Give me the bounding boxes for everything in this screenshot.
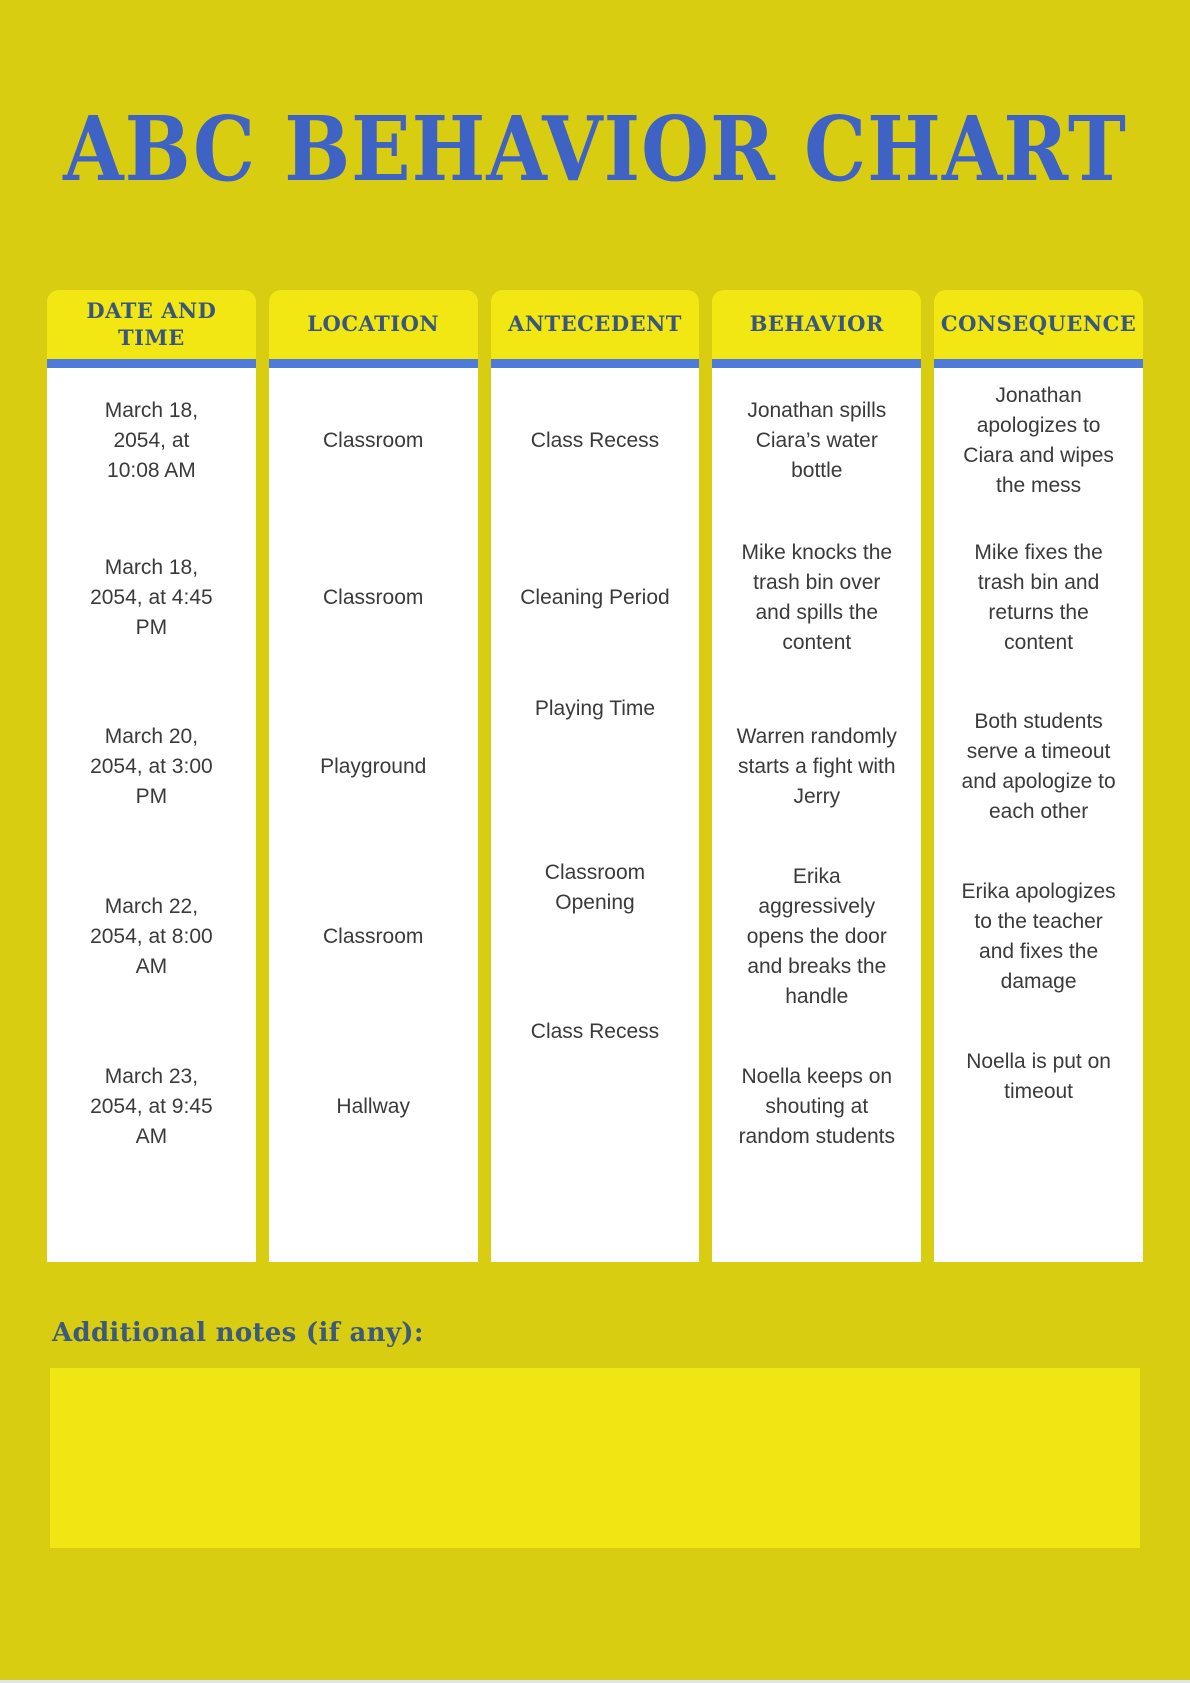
cell-text: Both students serve a timeout and apologize to each other: [961, 710, 1116, 823]
cell-text: Classroom: [323, 925, 424, 949]
table-cell: [47, 852, 256, 1022]
header-underline: [712, 359, 921, 368]
table-cell: [269, 514, 478, 682]
column-consequence: [934, 290, 1143, 1262]
cell-text: March 23, 2054, at 9:45 AM: [90, 1065, 213, 1148]
cell-text: Jonathan spills Ciara’s water bottle: [747, 399, 887, 482]
cell-text: Classroom Opening: [544, 861, 646, 914]
column-header-label: BEHAVIOR: [749, 311, 884, 337]
column-body: [269, 368, 478, 1262]
cell-text: Playing Time: [534, 697, 656, 721]
column-date-time: [47, 290, 256, 1262]
header-underline: [47, 359, 256, 368]
cell-text: Classroom: [323, 429, 424, 453]
table-cell: [47, 368, 256, 514]
cell-text: March 18, 2054, at 10:08 AM: [104, 399, 199, 482]
cell-text: Cleaning Period: [520, 586, 670, 610]
column-body: [491, 368, 700, 1262]
notes-input-box[interactable]: [50, 1368, 1140, 1548]
table-cell: [934, 514, 1143, 682]
table-cell: [269, 368, 478, 514]
column-body: [712, 368, 921, 1262]
table-cell: [712, 1022, 921, 1192]
cell-text: Class Recess: [530, 1020, 660, 1044]
table-cell: [47, 682, 256, 852]
column-header-antecedent: [491, 290, 700, 359]
header-underline: [934, 359, 1143, 368]
cell-text: March 20, 2054, at 3:00 PM: [90, 725, 213, 808]
table-cell: [269, 682, 478, 852]
column-header-label: LOCATION: [307, 311, 440, 337]
table-cell: [269, 1022, 478, 1192]
cell-text: Warren randomly starts a fight with Jerry: [736, 725, 897, 808]
cell-text: Hallway: [336, 1095, 410, 1119]
cell-text: Erika apologizes to the teacher and fixes the damage: [961, 880, 1116, 993]
column-body: [47, 368, 256, 1262]
page-title: ABC BEHAVIOR CHART: [63, 98, 1127, 202]
table-cell: [712, 368, 921, 514]
table-cell: [47, 1022, 256, 1192]
notes-label: Additional notes (if any):: [52, 1318, 424, 1348]
column-header-label: ANTECEDENT: [508, 311, 682, 337]
table-cell: [712, 514, 921, 682]
column-header-behavior: [712, 290, 921, 359]
table-cell: [934, 682, 1143, 852]
column-header-consequence: [934, 290, 1143, 359]
column-header-date-time: [47, 290, 256, 359]
table-cell: [269, 852, 478, 1022]
cell-text: Erika aggressively opens the door and breaks the handle: [746, 865, 887, 1008]
column-body: [934, 368, 1143, 1262]
header-underline: [491, 359, 700, 368]
table-cell: [491, 947, 700, 1117]
table-cell: [712, 852, 921, 1022]
cell-text: Noella is put on timeout: [966, 1050, 1111, 1103]
cell-text: Playground: [320, 755, 427, 779]
table-cell: [934, 368, 1143, 514]
table-cell: [47, 514, 256, 682]
cell-text: March 22, 2054, at 8:00 AM: [90, 895, 213, 978]
column-header-label: DATE AND TIME: [86, 298, 217, 350]
table-cell: [491, 624, 700, 794]
header-underline: [269, 359, 478, 368]
table-cell: [934, 992, 1143, 1162]
column-header-label: CONSEQUENCE: [940, 311, 1137, 337]
column-behavior: [712, 290, 921, 1262]
column-location: [269, 290, 478, 1262]
cell-text: Mike knocks the trash bin over and spills the content: [741, 541, 893, 654]
cell-text: Jonathan apologizes to Ciara and wipes the mess: [963, 384, 1114, 497]
cell-text: Class Recess: [530, 429, 660, 453]
behavior-table: [47, 290, 1143, 1262]
cell-text: Noella keeps on shouting at random students: [738, 1065, 895, 1148]
column-antecedent: [491, 290, 700, 1262]
cell-text: Classroom: [323, 586, 424, 610]
cell-text: Mike fixes the trash bin and returns the content: [974, 541, 1103, 654]
table-cell: [712, 682, 921, 852]
column-header-location: [269, 290, 478, 359]
table-cell: [491, 368, 700, 514]
cell-text: March 18, 2054, at 4:45 PM: [90, 556, 213, 639]
